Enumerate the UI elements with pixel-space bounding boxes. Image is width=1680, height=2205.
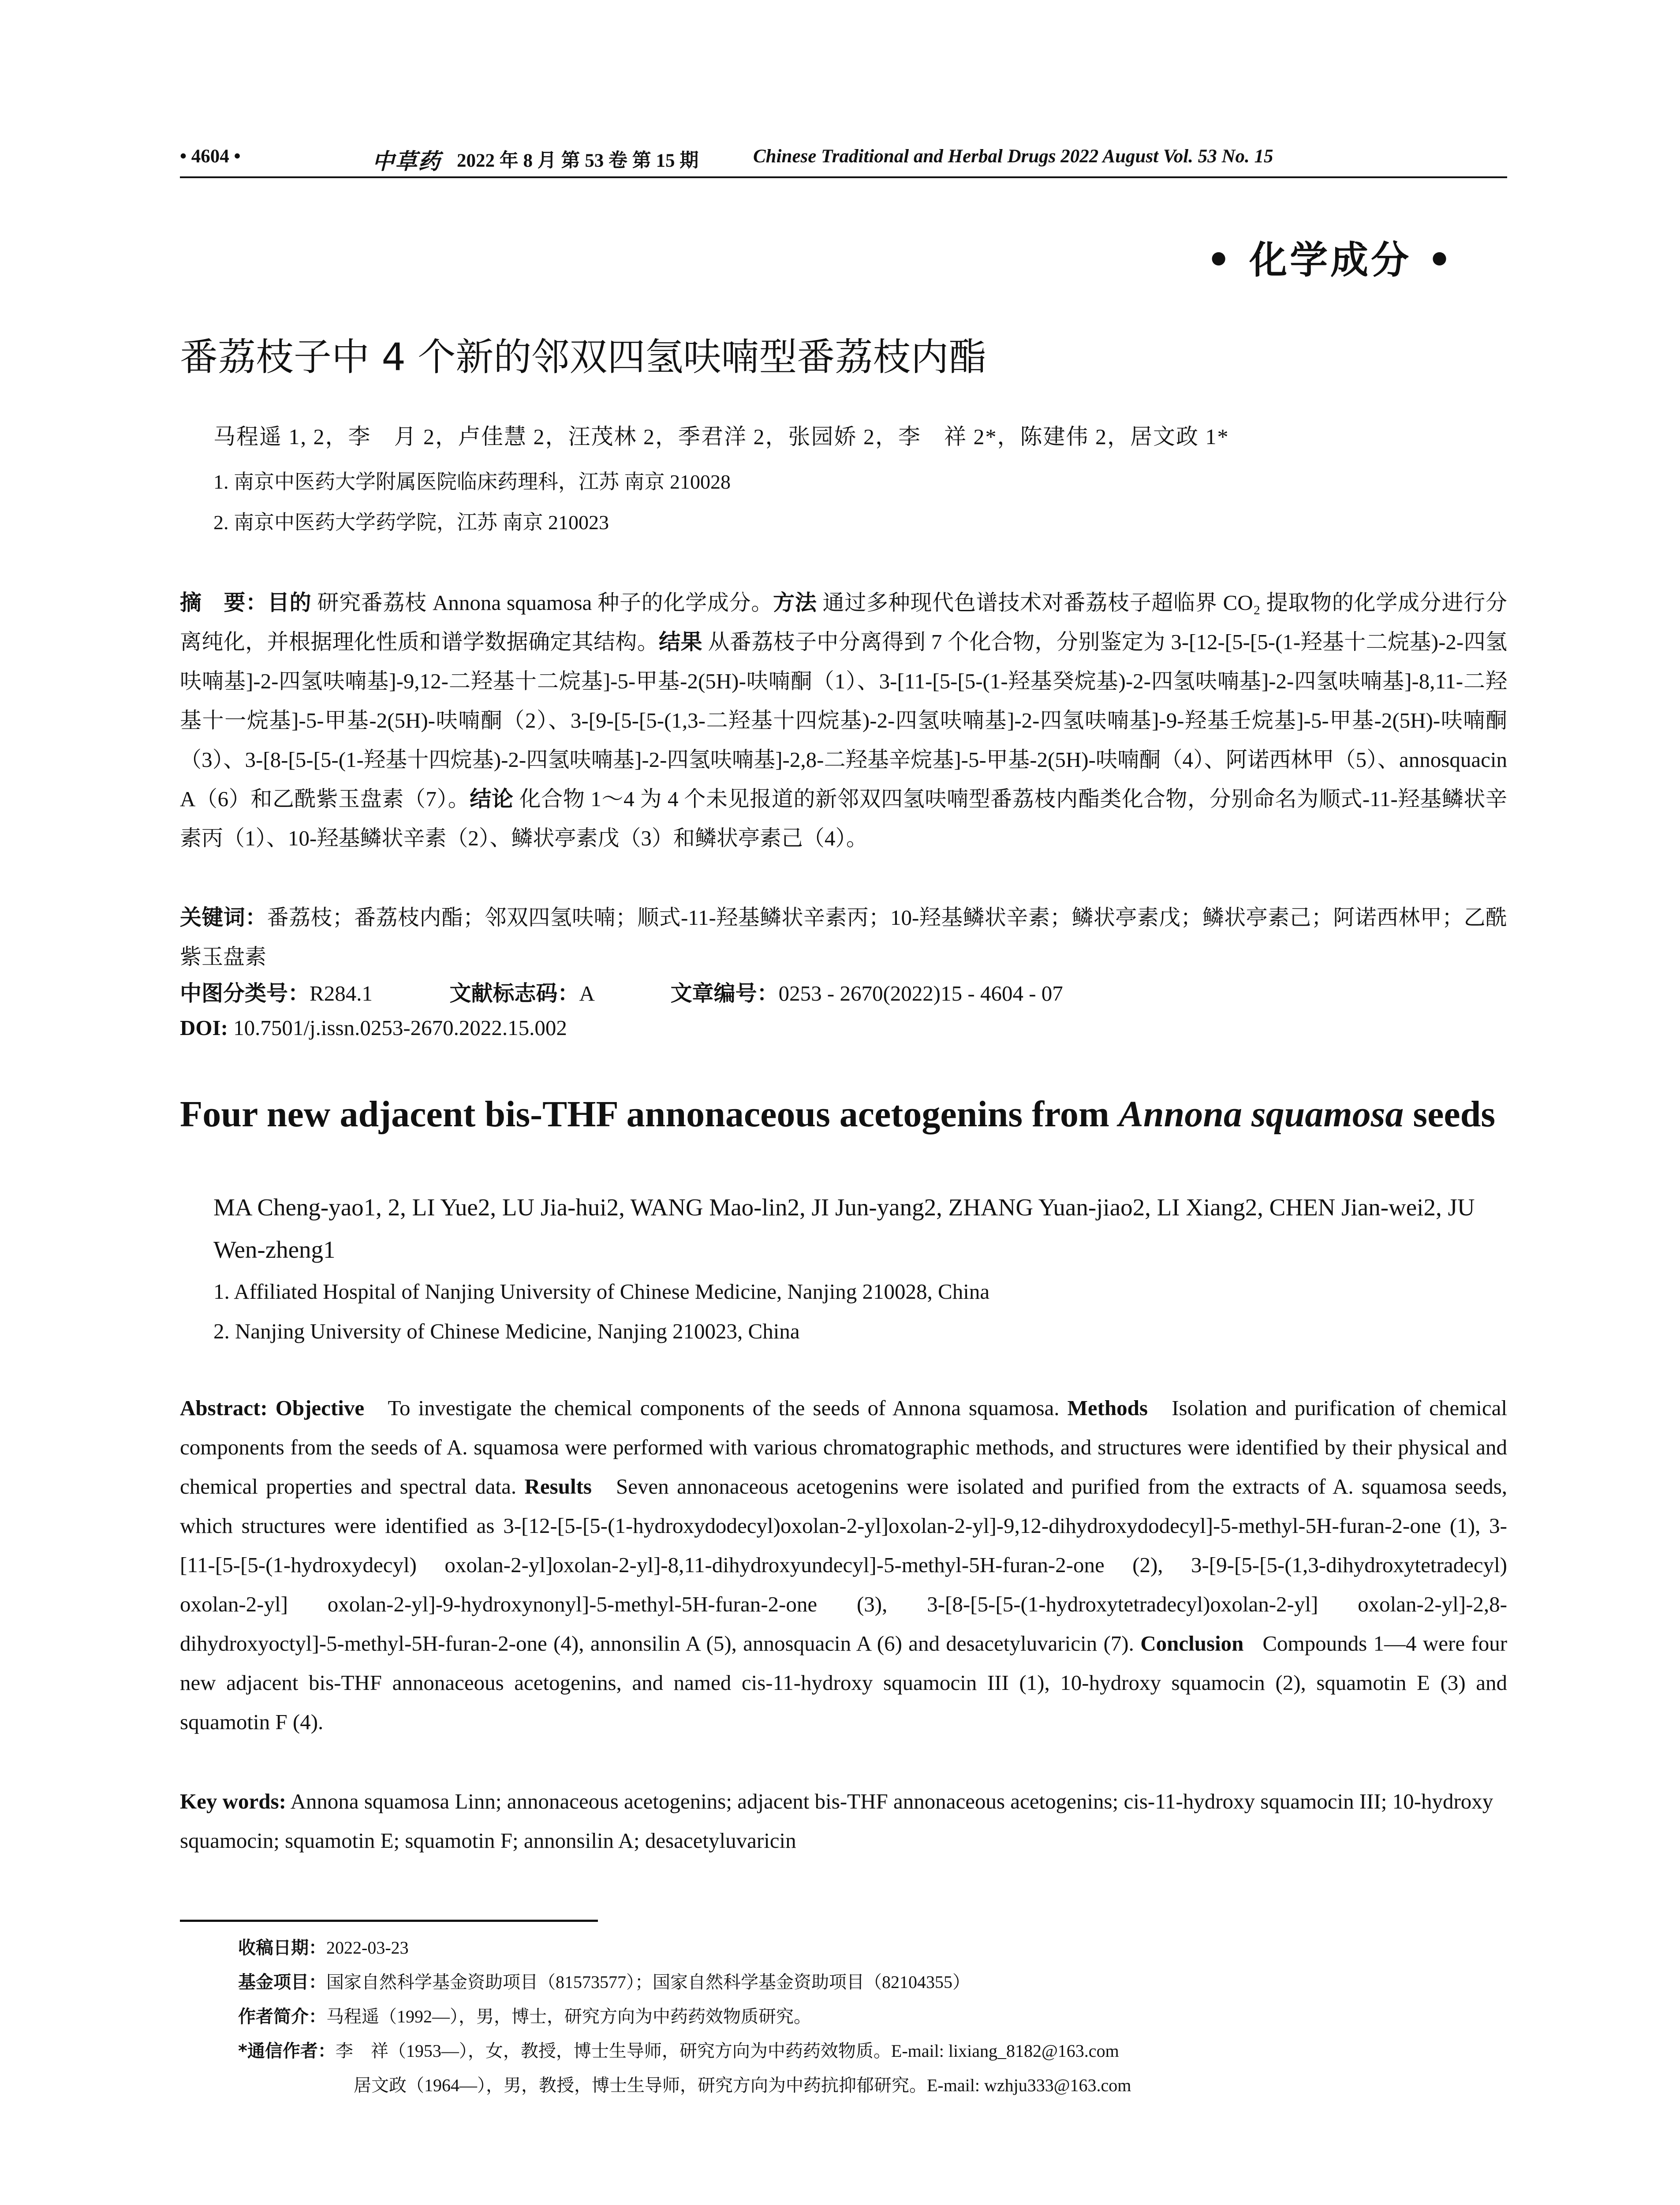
- footnote-received: [238, 1934, 409, 1959]
- keywords-en-label: Key words:: [180, 1789, 286, 1813]
- footnote-label: *通信作者：: [238, 2041, 336, 2061]
- title-cn: 番荔枝子中 4 个新的邻双四氢呋喃型番荔枝内酯: [180, 335, 987, 379]
- authors-cn: 马程遥 1, 2，李 月 2，卢佳慧 2，汪茂林 2，季君洋 2，张园娇 2，李 祥 2*，陈建伟 2，居文政 1*: [213, 424, 1229, 449]
- doc-code-label: 文献标志码：: [449, 981, 579, 1006]
- authors-en: MA Cheng-yao1, 2, LI Yue2, LU Jia-hui2, WANG Mao-lin2, JI Jun-yang2, ZHANG Yuan-jiao2, LI Xiang2, CHEN Jian-wei2, JU Wen-zheng1: [213, 1194, 1475, 1263]
- keywords-en-text: Annona squamosa Linn; annonaceous acetogenins; adjacent bis-THF annonaceous acetogenins; cis-11-hydroxy squamocin III; 10-hydroxy squamocin; squamotin E; squamotin F; annonsilin A; desacetyluvaricin: [180, 1789, 1493, 1853]
- objective-label-cn: 目的: [267, 590, 312, 615]
- conclusion-label-en: Conclusion: [1140, 1631, 1244, 1656]
- title-en-part-1: Four new adjacent bis-THF annonaceous acetogenins from: [180, 1094, 1119, 1135]
- abstract-cn-label: 摘 要：: [180, 590, 268, 615]
- footnote-text: 居文政（1964—），男，教授，博士生导师，研究方向为中药抗抑郁研究。E-mail: wzhju333@163.com: [354, 2075, 1131, 2095]
- title-en-species: Annona squamosa: [1118, 1094, 1404, 1135]
- footnote-label: 基金项目：: [238, 1972, 326, 1992]
- journal-name-cn: 中草药: [372, 149, 441, 174]
- footnote-text: 2022-03-23: [326, 1938, 409, 1958]
- methods-label-en: Methods: [1067, 1396, 1148, 1420]
- footnote-text: 李 祥（1953—），女，教授，博士生导师，研究方向为中药药效物质。E-mail: lixiang_8182@163.com: [335, 2041, 1119, 2061]
- affiliation-cn-1: 1. 南京中医药大学附属医院临床药理科，江苏 南京 210028: [213, 471, 731, 493]
- classification-line: [180, 976, 1063, 1007]
- doi-label: DOI:: [180, 1016, 228, 1040]
- methods-text-cn: 通过多种现代色谱技术对番荔枝子超临界 CO₂ 提取物的化学成分进行分离纯化，并根据理化性质和谱学数据确定其结构。: [180, 590, 1507, 654]
- article-number-value: 0253 - 2670(2022)15 - 4604 - 07: [778, 981, 1063, 1005]
- footnote-corresponding-1: [238, 2037, 1119, 2062]
- objective-text-en: To investigate the chemical components of the seeds of Annona squamosa.: [388, 1396, 1060, 1420]
- keywords-cn-text: 番荔枝；番荔枝内酯；邻双四氢呋喃；顺式-11-羟基鳞状辛素丙；10-羟基鳞状辛素；鳞状亭素戊；鳞状亭素己；阿诺西林甲；乙酰紫玉盘素: [180, 905, 1507, 969]
- title-en-part-2: seeds: [1404, 1094, 1496, 1135]
- affiliation-en-1: 1. Affiliated Hospital of Nanjing University of Chinese Medicine, Nanjing 210028, China: [213, 1279, 990, 1304]
- footnote-label: 收稿日期：: [238, 1938, 326, 1958]
- keywords-cn: [180, 898, 1507, 976]
- doi-line: [180, 1015, 567, 1040]
- affiliation-en-2: 2. Nanjing University of Chinese Medicine, Nanjing 210023, China: [213, 1319, 800, 1343]
- results-text-en: Seven annonaceous acetogenins were isolated and purified from the extracts of A. squamosa seeds, which structures were identified as 3-[12-[5-[5-(1-hydroxydodecyl)oxolan-2-yl]oxolan-2-yl]-9,12-dihydroxydodecyl]-5-methyl-5H-furan-2-one (1), 3-[11-[5-[5-(1-hydroxydecyl) oxolan-2-yl]oxolan-2-yl]-8,11-dihydroxyundecyl]-5-methyl-5H-furan-2-one (2), 3-[9-[5-[5-(1,3-dihydroxytetradecyl) oxolan-2-yl] oxolan-2-yl]-9-hydroxynonyl]-5-methyl-5H-furan-2-one (3), 3-[8-[5-[5-(1-hydroxytetradecyl)oxolan-2-yl] oxolan-2-yl]-2,8-dihydroxyoctyl]-5-methyl-5H-furan-2-one (4), annonsilin A (5), annosquacin A (6) and desacetyluvaricin (7).: [180, 1474, 1508, 1656]
- doc-code-value: A: [579, 981, 594, 1005]
- conclusion-text-cn: 化合物 1～4 为 4 个未见报道的新邻双四氢呋喃型番荔枝内酯类化合物，分别命名为顺式-11-羟基鳞状辛素丙（1）、10-羟基鳞状辛素（2）、鳞状亭素戊（3）和鳞状亭素己（4）。: [180, 787, 1508, 850]
- journal-name-en: Chinese Traditional and Herbal Drugs 2022 August Vol. 53 No. 15: [753, 146, 1273, 167]
- footnote-funding: [238, 1968, 970, 1993]
- clc-label: 中图分类号：: [180, 981, 310, 1006]
- abstract-cn: [180, 583, 1507, 858]
- header-rule: [180, 176, 1507, 178]
- conclusion-label-cn: 结论: [470, 786, 514, 811]
- methods-label-cn: 方法: [773, 590, 817, 615]
- conclusion-text-en: Compounds 1—4 were four new adjacent bis-THF annonaceous acetogenins, and named cis-11-hydroxy squamocin III (1), 10-hydroxy squamocin (2), squamotin E (3) and squamotin F (4).: [180, 1631, 1508, 1734]
- footnote-label: 作者简介：: [238, 2007, 326, 2027]
- section-label: • 化学成分 •: [1206, 238, 1454, 282]
- title-en: [180, 1093, 1495, 1136]
- methods-text-en: Isolation and purification of chemical components from the seeds of A. squamosa were performed with various chromatographic methods, and structures were identified by their physical and chemical properties and spectral data.: [180, 1396, 1508, 1499]
- keywords-cn-label: 关键词：: [180, 905, 267, 930]
- results-label-en: Results: [524, 1474, 592, 1499]
- results-text-cn: 从番荔枝子中分离得到 7 个化合物，分别鉴定为 3-[12-[5-[5-(1-羟基十二烷基)-2-四氢呋喃基]-2-四氢呋喃基]-9,12-二羟基十二烷基]-5-甲基-2(5H)-呋喃酮（1）、3-[11-[5-[5-(1-羟基癸烷基)-2-四氢呋喃基]-2-四氢呋喃基]-8,11-二羟基十一烷基]-5-甲基-2(5H)-呋喃酮（2）、3-[9-[5-[5-(1,3-二羟基十四烷基)-2-四氢呋喃基]-2-四氢呋喃基]-9-羟基壬烷基]-5-甲基-2(5H)-呋喃酮（3）、3-[8-[5-[5-(1-羟基十四烷基)-2-四氢呋喃基]-2-四氢呋喃基]-2,8-二羟基辛烷基]-5-甲基-2(5H)-呋喃酮（4）、阿诺西林甲（5）、annosquacin A（6）和乙酰紫玉盘素（7）。: [180, 630, 1507, 811]
- footnote-corresponding-2: [354, 2071, 1131, 2097]
- clc-value: R284.1: [310, 981, 373, 1005]
- results-label-cn: 结果: [659, 629, 702, 654]
- article-number-label: 文章编号：: [670, 981, 779, 1006]
- keywords-en: [180, 1782, 1507, 1860]
- page-number: • 4604 •: [180, 146, 241, 167]
- objective-text-cn: 研究番荔枝 Annona squamosa 种子的化学成分。: [317, 590, 773, 615]
- footnote-text: 马程遥（1992—），男，博士，研究方向为中药药效物质研究。: [326, 2007, 811, 2026]
- affiliation-cn-2: 2. 南京中医药大学药学院，江苏 南京 210023: [213, 511, 609, 534]
- issue-info-cn: 2022 年 8 月 第 53 卷 第 15 期: [457, 150, 699, 171]
- footnote-rule: [180, 1920, 598, 1922]
- abstract-en: [180, 1388, 1507, 1742]
- abstract-en-label: Abstract: Objective: [180, 1396, 365, 1420]
- running-header: [180, 146, 1507, 173]
- footnote-text: 国家自然科学基金资助项目（81573577）；国家自然科学基金资助项目（82104355）: [326, 1972, 970, 1992]
- footnote-author-bio: [238, 2003, 811, 2028]
- doi-value: 10.7501/j.issn.0253-2670.2022.15.002: [233, 1016, 567, 1040]
